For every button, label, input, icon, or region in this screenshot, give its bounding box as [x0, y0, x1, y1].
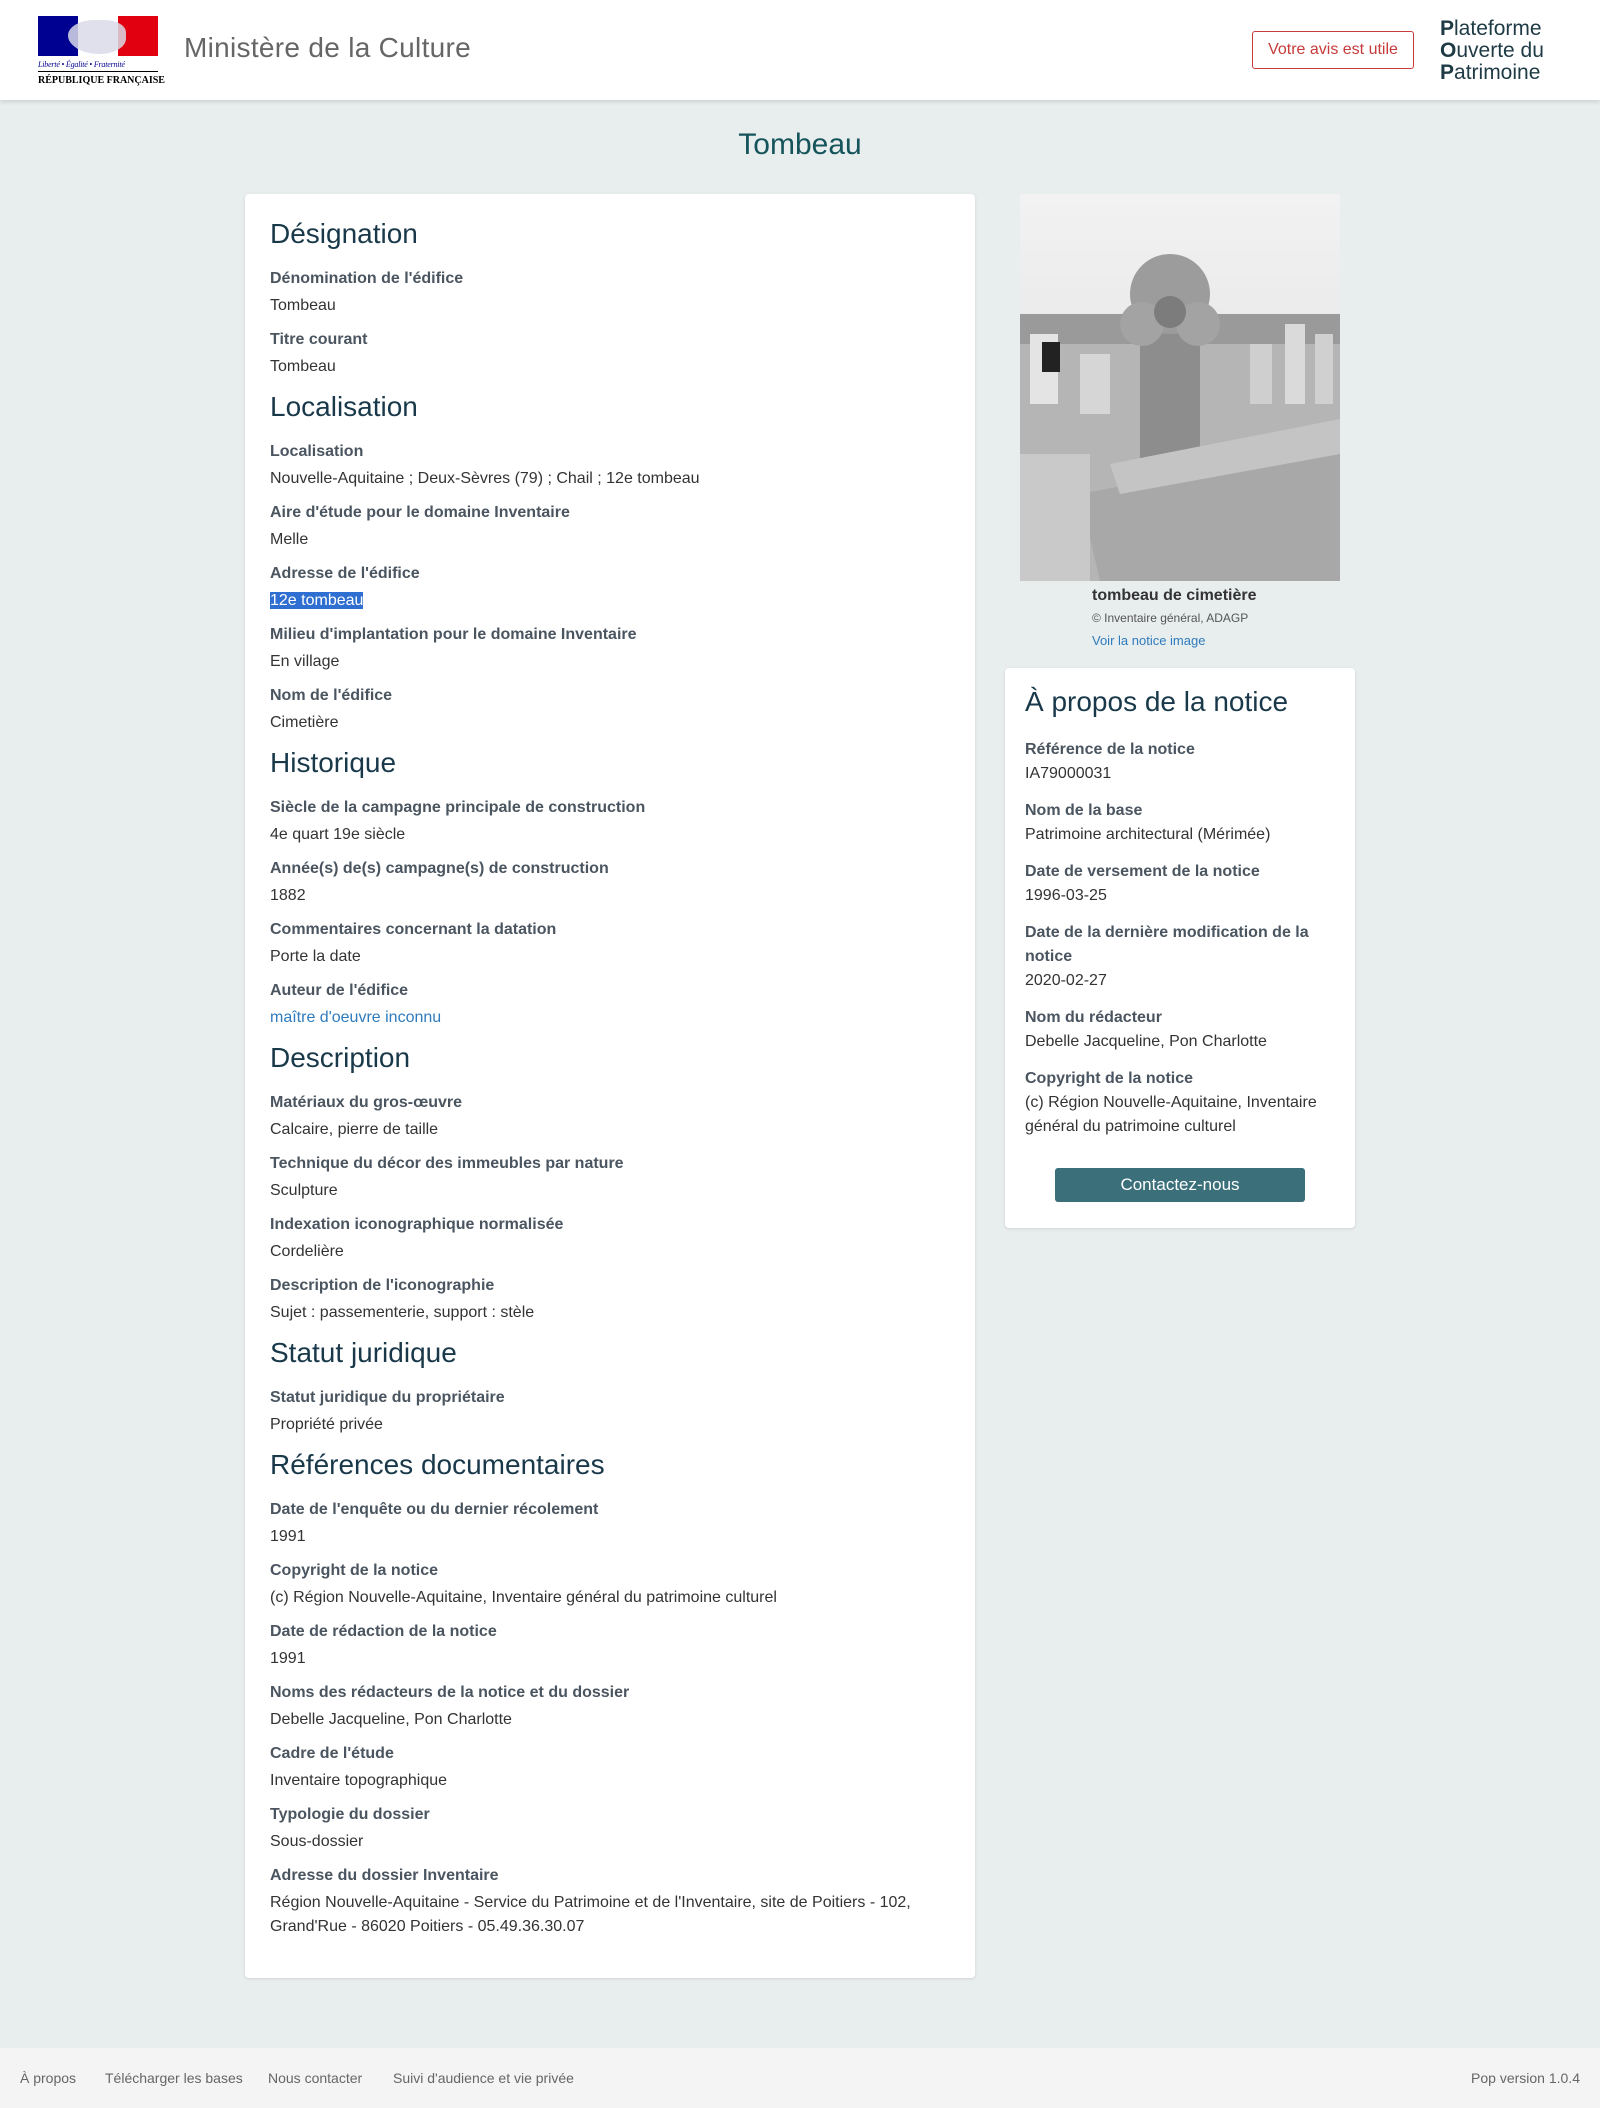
about-field-value: 2020-02-27	[1025, 972, 1107, 989]
field-label: Date de rédaction de la notice	[270, 1623, 497, 1640]
field-value: Cordelière	[270, 1243, 344, 1260]
field-value: 1991	[270, 1650, 306, 1667]
about-field-label: Référence de la notice	[1025, 741, 1195, 758]
photo-caption: tombeau de cimetière	[1092, 587, 1257, 604]
field-label: Statut juridique du propriétaire	[270, 1389, 505, 1406]
version-label: Pop version 1.0.4	[1471, 2070, 1580, 2086]
ministry-name[interactable]: Ministère de la Culture	[184, 32, 472, 63]
field-value: Nouvelle-Aquitaine ; Deux-Sèvres (79) ; Chail ; 12e tombeau	[270, 470, 700, 487]
field-label: Cadre de l'étude	[270, 1745, 394, 1762]
notice-details-card	[245, 194, 975, 1978]
field-label: Localisation	[270, 443, 364, 460]
section-title-localisation: Localisation	[270, 391, 418, 422]
section-title-designation: Désignation	[270, 218, 418, 249]
field-label: Typologie du dossier	[270, 1806, 430, 1823]
field-label: Noms des rédacteurs de la notice et du dossier	[270, 1684, 630, 1701]
field-value: Tombeau	[270, 358, 336, 375]
flag-icon	[38, 16, 158, 56]
field-label: Technique du décor des immeubles par nature	[270, 1155, 624, 1172]
field-label: Commentaires concernant la datation	[270, 921, 557, 938]
field-value: En village	[270, 653, 340, 670]
field-value: Debelle Jacqueline, Pon Charlotte	[270, 1711, 512, 1728]
field-label: Date de l'enquête ou du dernier récolement	[270, 1501, 599, 1518]
field-value: Calcaire, pierre de taille	[270, 1121, 439, 1138]
author-link[interactable]: maître d'oeuvre inconnu	[270, 1009, 442, 1026]
about-field-value: 1996-03-25	[1025, 887, 1107, 904]
field-label: Titre courant	[270, 331, 368, 348]
about-notice-card	[1005, 668, 1355, 1228]
photo-copyright: © Inventaire général, ADAGP	[1092, 611, 1249, 625]
about-field-value: IA79000031	[1025, 765, 1112, 782]
footer-link-about[interactable]: À propos	[20, 2070, 77, 2086]
field-label: Dénomination de l'édifice	[270, 270, 464, 287]
field-value: 4e quart 19e siècle	[270, 826, 406, 843]
field-value-selected: 12e tombeau	[270, 592, 364, 609]
field-value: Cimetière	[270, 714, 339, 731]
about-title: À propos de la notice	[1025, 686, 1289, 717]
field-label: Copyright de la notice	[270, 1562, 439, 1579]
contact-button[interactable]: Contactez-nous	[1055, 1168, 1305, 1202]
field-value: Porte la date	[270, 948, 361, 965]
field-value: 1991	[270, 1528, 306, 1545]
field-value: Région Nouvelle-Aquitaine - Service du Patrimoine et de l'Inventaire, site de Poitiers - 102, Grand'Rue - 86020 Poitiers - 05.49.36.30.07	[270, 1894, 911, 1935]
about-field-value: Debelle Jacqueline, Pon Charlotte	[1025, 1033, 1267, 1050]
field-value: Tombeau	[270, 297, 336, 314]
field-label: Adresse de l'édifice	[270, 565, 420, 582]
about-field-value: Patrimoine architectural (Mérimée)	[1025, 826, 1271, 843]
republic-label: RÉPUBLIQUE FRANÇAISE	[38, 75, 165, 86]
image-notice-link[interactable]: Voir la notice image	[1092, 633, 1206, 648]
about-field-label: Nom de la base	[1025, 802, 1143, 819]
section-title-statut: Statut juridique	[270, 1337, 457, 1368]
field-value: Propriété privée	[270, 1416, 383, 1433]
site-footer	[0, 2048, 1600, 2108]
section-title-historique: Historique	[270, 747, 397, 778]
field-value: Inventaire topographique	[270, 1772, 448, 1789]
about-field-label: Date de versement de la notice	[1025, 863, 1260, 880]
field-value: Sculpture	[270, 1182, 338, 1199]
about-field-label: Date de la dernière modification de la notice	[1025, 924, 1309, 965]
about-field-label: Copyright de la notice	[1025, 1070, 1194, 1087]
field-value: (c) Région Nouvelle-Aquitaine, Inventaire général du patrimoine culturel	[270, 1589, 777, 1606]
marianne-logo[interactable]	[38, 16, 165, 88]
field-label: Indexation iconographique normalisée	[270, 1216, 564, 1233]
field-value: Sujet : passementerie, support : stèle	[270, 1304, 535, 1321]
field-value: Sous-dossier	[270, 1833, 364, 1850]
section-title-description: Description	[270, 1042, 411, 1073]
field-label: Aire d'étude pour le domaine Inventaire	[270, 504, 570, 521]
footer-link-privacy[interactable]: Suivi d'audience et vie privée	[393, 2070, 574, 2086]
field-label: Année(s) de(s) campagne(s) de construction	[270, 860, 609, 877]
section-title-references: Références documentaires	[270, 1449, 605, 1480]
field-value: 1882	[270, 887, 306, 904]
feedback-button[interactable]: Votre avis est utile	[1252, 31, 1414, 69]
field-label: Auteur de l'édifice	[270, 982, 409, 999]
footer-link-contact[interactable]: Nous contacter	[268, 2070, 363, 2086]
field-label: Siècle de la campagne principale de construction	[270, 799, 646, 816]
page-title: Tombeau	[738, 128, 862, 161]
motto: Liberté • Égalité • Fraternité	[38, 60, 125, 69]
field-label: Description de l'iconographie	[270, 1277, 495, 1294]
footer-link-download[interactable]: Télécharger les bases	[105, 2070, 243, 2086]
field-label: Milieu d'implantation pour le domaine Inventaire	[270, 626, 637, 643]
field-label: Adresse du dossier Inventaire	[270, 1867, 499, 1884]
notice-photo[interactable]	[1020, 194, 1340, 581]
field-label: Matériaux du gros-œuvre	[270, 1094, 463, 1111]
pop-logo[interactable]: Plateforme Ouverte du Patrimoine	[1440, 17, 1544, 84]
site-header	[0, 0, 1600, 100]
about-field-label: Nom du rédacteur	[1025, 1009, 1162, 1026]
about-field-value: (c) Région Nouvelle-Aquitaine, Inventaire général du patrimoine culturel	[1025, 1094, 1317, 1135]
field-value: Melle	[270, 531, 309, 548]
field-label: Nom de l'édifice	[270, 687, 393, 704]
